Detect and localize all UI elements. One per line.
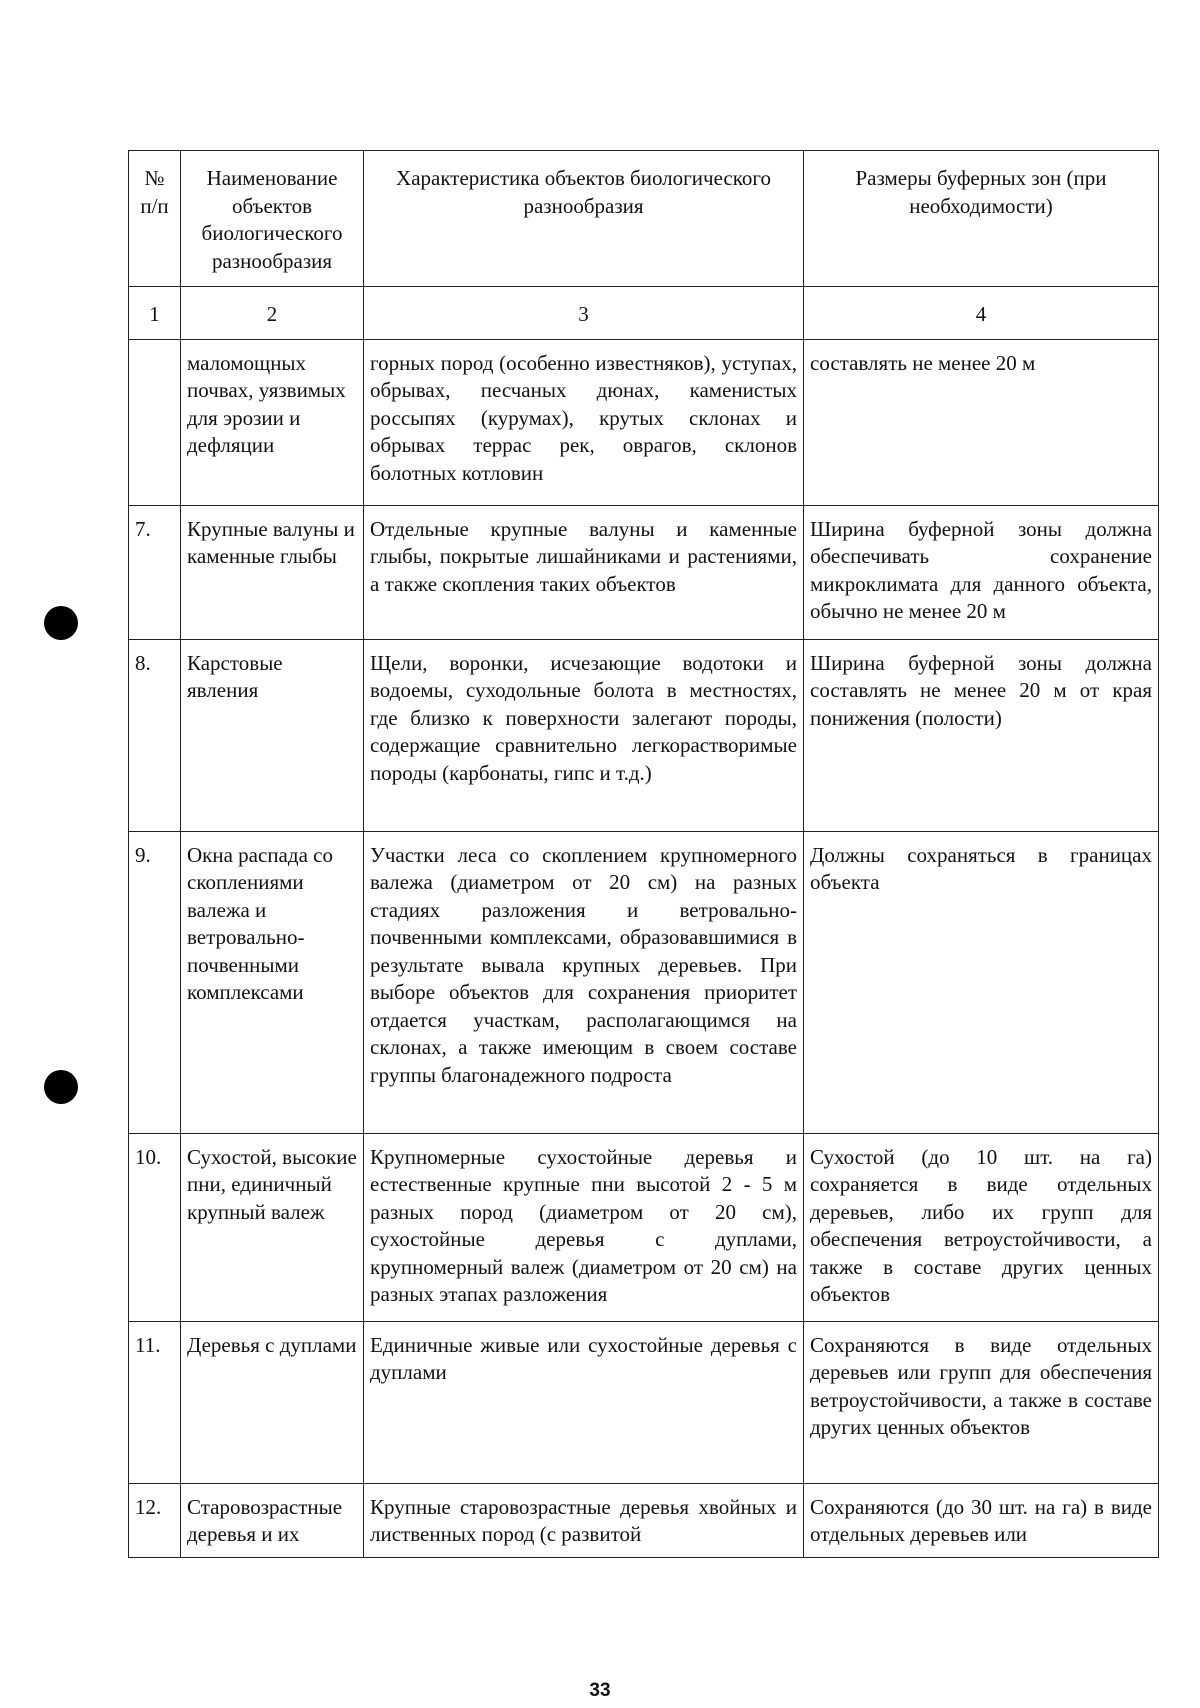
table-row bbox=[129, 339, 1159, 505]
object-description: Участки леса со скоплением крупномерного валежа (диаметром от 20 см) на разных стадиях разложения и ветровально-почвенными комплексами, образовавшимися в результате вывала крупных деревьев. При выборе объектов для сохранения приоритет отдается участкам, располагающимся на склонах, а также имеющим в своем составе группы благонадежного подроста bbox=[364, 831, 804, 1133]
header-number: № п/п bbox=[129, 151, 181, 287]
buffer-zone-size: составлять не менее 20 м bbox=[804, 339, 1159, 505]
object-description: Щели, воронки, исчезающие водотоки и водоемы, суходольные болота в местностях, где близко к поверхности залегают породы, содержащие сравнительно легкорастворимые породы (карбонаты, гипс и т.д.) bbox=[364, 639, 804, 831]
buffer-zone-size: Должны сохраняться в границах объекта bbox=[804, 831, 1159, 1133]
table-row bbox=[129, 831, 1159, 1133]
header-description: Характеристика объектов биологического разнообразия bbox=[364, 151, 804, 287]
buffer-zone-size: Ширина буферной зоны должна обеспечивать сохранение микроклимата для данного объекта, обычно не менее 20 м bbox=[804, 505, 1159, 639]
biodiversity-objects-table bbox=[128, 150, 1159, 1558]
buffer-zone-size: Ширина буферной зоны должна составлять не менее 20 м от края понижения (полости) bbox=[804, 639, 1159, 831]
page-number: 33 bbox=[589, 1680, 611, 1701]
header-buffer-zone: Размеры буферных зон (при необходимости) bbox=[804, 151, 1159, 287]
row-number: 10. bbox=[129, 1133, 181, 1321]
column-number: 2 bbox=[181, 287, 364, 340]
buffer-zone-size: Сохраняются (до 30 шт. на га) в виде отдельных деревьев или bbox=[804, 1483, 1159, 1557]
punch-hole-mark bbox=[44, 1070, 78, 1104]
object-name: Деревья с дуплами bbox=[181, 1321, 364, 1483]
table-header-row bbox=[129, 151, 1159, 287]
row-number: 11. bbox=[129, 1321, 181, 1483]
buffer-zone-size: Сохраняются в виде отдельных деревьев или групп для обеспечения ветроустойчивости, а также в составе других ценных объектов bbox=[804, 1321, 1159, 1483]
object-description: Крупномерные сухостойные деревья и естественные крупные пни высотой 2 - 5 м разных пород (диаметром от 20 см), сухостойные деревья с дуплами, крупномерный валеж (диаметром от 20 см) на разных этапах разложения bbox=[364, 1133, 804, 1321]
table-row bbox=[129, 1321, 1159, 1483]
row-number: 12. bbox=[129, 1483, 181, 1557]
object-name: Карстовые явления bbox=[181, 639, 364, 831]
table-row bbox=[129, 1133, 1159, 1321]
column-number: 1 bbox=[129, 287, 181, 340]
table-row bbox=[129, 1483, 1159, 1557]
object-description: Единичные живые или сухостойные деревья с дуплами bbox=[364, 1321, 804, 1483]
row-number: 8. bbox=[129, 639, 181, 831]
object-name: Старовозрастные деревья и их bbox=[181, 1483, 364, 1557]
object-name: Окна распада со скоплениями валежа и ветровально-почвенными комплексами bbox=[181, 831, 364, 1133]
row-number: 7. bbox=[129, 505, 181, 639]
punch-hole-mark bbox=[44, 606, 78, 640]
object-name: маломощных почвах, уязвимых для эрозии и дефляции bbox=[181, 339, 364, 505]
column-number: 4 bbox=[804, 287, 1159, 340]
object-description: горных пород (особенно известняков), уступах, обрывах, песчаных дюнах, каменистых россыпях (курумах), крутых склонах и обрывах террас рек, оврагов, склонов болотных котловин bbox=[364, 339, 804, 505]
object-name: Сухостой, высокие пни, единичный крупный валеж bbox=[181, 1133, 364, 1321]
column-number-row bbox=[129, 287, 1159, 340]
table-row bbox=[129, 505, 1159, 639]
table-row bbox=[129, 639, 1159, 831]
row-number: 9. bbox=[129, 831, 181, 1133]
header-name: Наименование объектов биологического разнообразия bbox=[181, 151, 364, 287]
object-description: Крупные старовозрастные деревья хвойных и лиственных пород (с развитой bbox=[364, 1483, 804, 1557]
column-number: 3 bbox=[364, 287, 804, 340]
row-number bbox=[129, 339, 181, 505]
object-description: Отдельные крупные валуны и каменные глыбы, покрытые лишайниками и растениями, а также скопления таких объектов bbox=[364, 505, 804, 639]
buffer-zone-size: Сухостой (до 10 шт. на га) сохраняется в виде отдельных деревьев, либо их групп для обеспечения ветроустойчивости, а также в составе других ценных объектов bbox=[804, 1133, 1159, 1321]
object-name: Крупные валуны и каменные глыбы bbox=[181, 505, 364, 639]
